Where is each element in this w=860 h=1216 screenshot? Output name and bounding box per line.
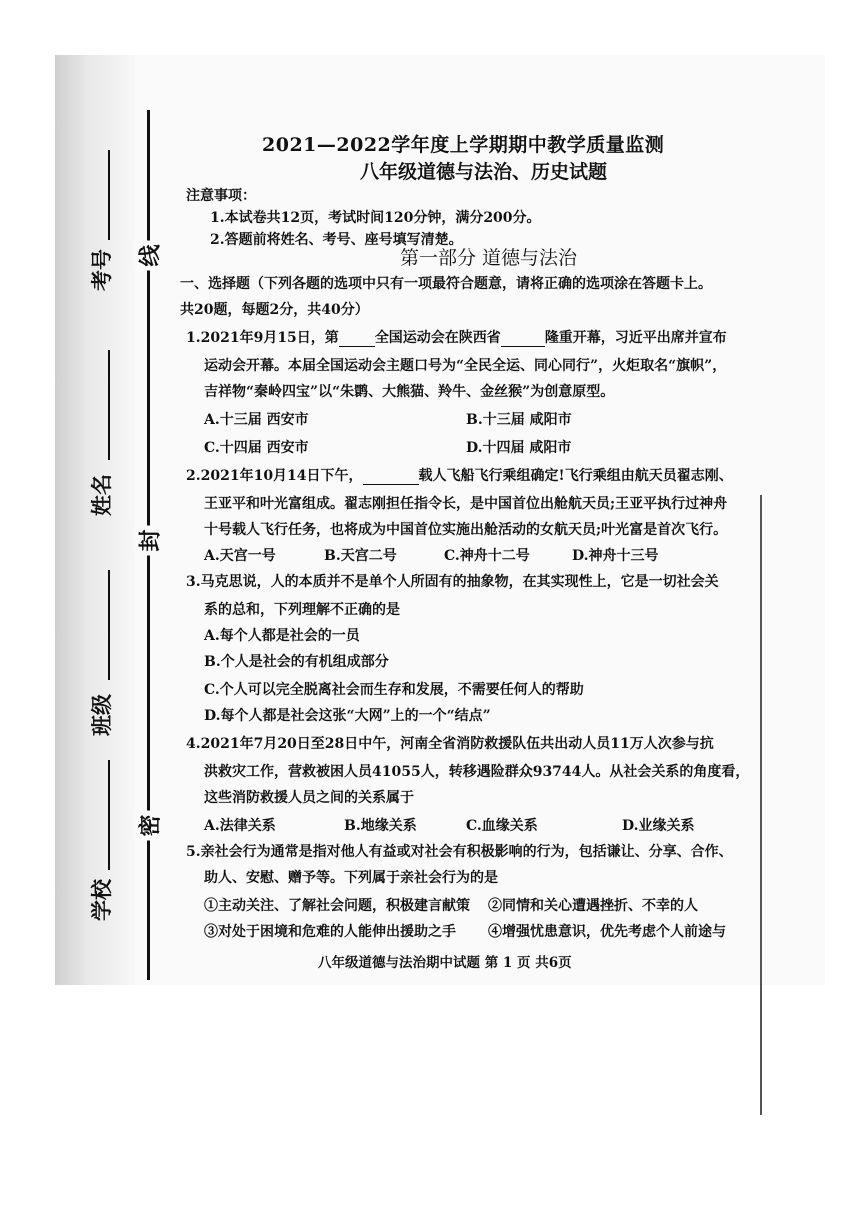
q4-option-a: A.法律关系 [204,818,276,834]
banji-blank [108,570,110,680]
q3-option-b: B.个人是社会的有机组成部分 [204,654,389,670]
q4-stem-line3: 这些消防救援人员之间的关系属于 [204,790,414,806]
page-footer: 八年级道德与法治期中试题 第 1 页 共6页 [318,955,572,971]
scan-edge-mark [760,495,762,1115]
q2-blank [363,468,419,485]
q1-option-c: C.十四届 西安市 [204,440,309,456]
section1-line1: 一、选择题（下列各题的选项中只有一项最符合题意，请将正确的选项涂在答题卡上。 [180,276,712,292]
q1-option-a: A.十三届 西安市 [204,412,309,428]
label-kaohao: 考号 [89,249,114,291]
kaohao-blank [108,150,110,240]
q4-stem-line1: 4.2021年7月20日至28日中午，河南全省消防救援队伍共出动人员11万人次参与抗 [186,736,714,752]
notice-item-1: 1.本试卷共12页，考试时间120分钟，满分200分。 [210,210,541,226]
q1-stem-line3: 吉祥物“秦岭四宝”以“朱鹮、大熊猫、羚牛、金丝猴”为创意原型。 [204,384,615,400]
seal-char-mi: 密 [134,811,165,841]
seal-char-xian: 线 [134,241,165,271]
q1-blank-1 [339,330,375,347]
q1-option-d: D.十四届 咸阳市 [466,440,572,456]
q3-option-c: C.个人可以完全脱离社会而生存和发展，不需要任何人的帮助 [204,682,584,698]
q5-stem-line1: 5.亲社会行为通常是指对他人有益或对社会有积极影响的行为，包括谦让、分享、合作、 [186,844,733,860]
label-xuexiao: 学校 [89,879,114,921]
q5-option-3: ③对处于困境和危难的人能伸出援助之手 [204,924,456,940]
q4-stem-line2: 洪救灾工作，营救被困人员41055人，转移遇险群众93744人。从社会关系的角度看， [204,764,750,780]
q5-option-2: ②同情和关心遭遇挫折、不幸的人 [488,898,698,914]
q2-option-b: B.天宫二号 [324,548,397,564]
exam-subtitle: 八年级道德与法治、历史试题 [360,161,608,183]
q1-stem-line2: 运动会开幕。本届全国运动会主题口号为“全民全运、同心同行”，火炬取名“旗帜”， [204,358,727,374]
q3-stem-line1: 3.马克思说，人的本质并不是单个人所固有的抽象物，在其实现性上，它是一切社会关 [186,574,719,590]
q2-stem-line3: 十号载人飞行任务，也将成为中国首位实施出舱活动的女航天员;叶光富是首次飞行。 [204,522,728,538]
q2-text-a: 2.2021年10月14日下午， [186,468,363,484]
q5-option-4: ④增强忧患意识，优先考虑个人前途与 [488,924,726,940]
label-banji: 班级 [89,694,114,736]
q2-option-a: A.天宫一号 [204,548,276,564]
q1-text-a: 1.2021年9月15日，第 [186,330,339,346]
q4-option-d: D.业缘关系 [622,818,695,834]
q5-stem-line2: 助人、安慰、赠予等。下列属于亲社会行为的是 [204,870,498,886]
q1-text-c: 隆重开幕，习近平出席并宣布 [544,330,727,346]
notice-heading: 注意事项： [186,188,256,204]
q4-option-b: B.地缘关系 [344,818,417,834]
q3-option-d: D.每个人都是社会这张“大网”上的一个“结点” [204,708,491,724]
q2-text-b: 载人飞船飞行乘组确定!飞行乘组由航天员翟志刚、 [418,468,733,484]
q3-stem-line2: 系的总和，下列理解不正确的是 [204,602,400,618]
q3-option-a: A.每个人都是社会的一员 [204,628,360,644]
notice-item-2: 2.答题前将姓名、考号、座号填写清楚。 [210,232,463,248]
q2-stem-line2: 王亚平和叶光富组成。翟志刚担任指令长，是中国首位出舱航天员;王亚平执行过神舟 [204,496,728,512]
q2-option-c: C.神舟十二号 [444,548,530,564]
q2-option-d: D.神舟十三号 [572,548,659,564]
seal-char-feng: 封 [134,526,165,556]
label-xingming: 姓名 [89,474,114,516]
q1-blank-2 [501,330,545,347]
exam-title: 2021—2022学年度上学期期中教学质量监测 [262,134,665,156]
scan-shadow-edge [55,55,135,985]
q2-stem-line1 [186,465,733,485]
q4-option-c: C.血缘关系 [466,818,538,834]
section1-line2: 共20题，每题2分，共40分） [180,302,369,318]
xingming-blank [108,350,110,460]
q5-option-1: ①主动关注、了解社会问题，积极建言献策 [204,898,470,914]
xuexiao-blank [108,760,110,870]
q1-text-b: 全国运动会在陕西省 [374,330,501,346]
q1-stem-line1 [186,327,727,347]
part-title: 第一部分 道德与法治 [400,247,578,269]
q1-option-b: B.十三届 咸阳市 [466,412,572,428]
